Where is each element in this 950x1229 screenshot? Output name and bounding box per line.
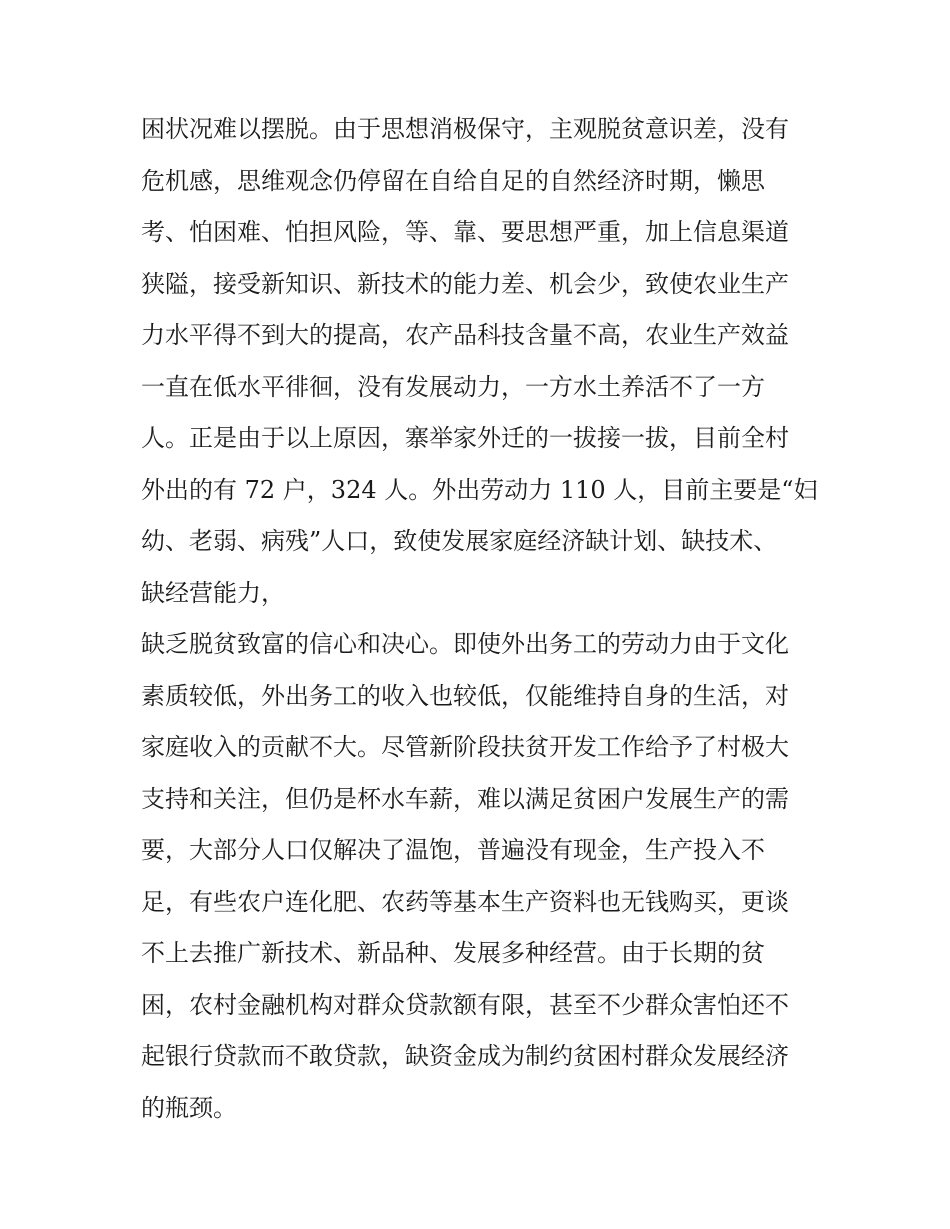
text-line-7: 人。正是由于以上原因，寨举家外迁的一拔接一拔，目前全村: [141, 424, 789, 452]
text-line-14: 支持和关注，但仍是杯水车薪，难以满足贫困户发展生产的需: [141, 784, 789, 813]
text-line-4: 狭隘，接受新知识、新技术的能力差、机会少，致使农业生产: [141, 269, 789, 298]
text-line-2: 危机感，思维观念仍停留在自给自足的自然经济时期，懒思: [141, 166, 765, 195]
text-line-12: 素质较低，外出务工的收入也较低，仅能维持自身的生活，对: [141, 681, 789, 710]
text-line-20: 的瓶颈。: [141, 1093, 237, 1122]
body-text: [141, 104, 821, 1134]
text-line-16: 足，有些农户连化肥、农药等基本生产资料也无钱购买，更谈: [141, 887, 789, 916]
text-line-1: 困状况难以摆脱。由于思想消极保守，主观脱贫意识差，没有: [141, 115, 789, 143]
text-line-10: 缺经营能力，: [141, 578, 285, 607]
text-line-17: 不上去推广新技术、新品种、发展多种经营。由于长期的贫: [141, 939, 765, 967]
text-line-6: 一直在低水平徘徊，没有发展动力，一方水土养活不了一方: [141, 372, 765, 401]
text-line-3: 考、怕困难、怕担风险，等、靠、要思想严重，加上信息渠道: [141, 218, 789, 246]
text-line-11: 缺乏脱贫致富的信心和决心。即使外出务工的劳动力由于文化: [141, 630, 789, 658]
text-line-18: 困，农村金融机构对群众贷款额有限，甚至不少群众害怕还不: [141, 990, 789, 1019]
text-line-15: 要，大部分人口仅解决了温饱，普遍没有现金，生产投入不: [141, 836, 765, 864]
text-line-13: 家庭收入的贡献不大。尽管新阶段扶贫开发工作给予了村极大: [141, 733, 789, 761]
text-line-8: 外出的有 72 户，324 人。外出劳动力 110 人，目前主要是“妇: [141, 475, 818, 504]
text-line-9: 幼、老弱、病残”人口，致使发展家庭经济缺计划、缺技术、: [141, 527, 778, 555]
text-line-19: 起银行贷款而不敢贷款，缺资金成为制约贫困村群众发展经济: [141, 1042, 789, 1070]
text-line-5: 力水平得不到大的提高，农产品科技含量不高，农业生产效益: [141, 321, 789, 349]
